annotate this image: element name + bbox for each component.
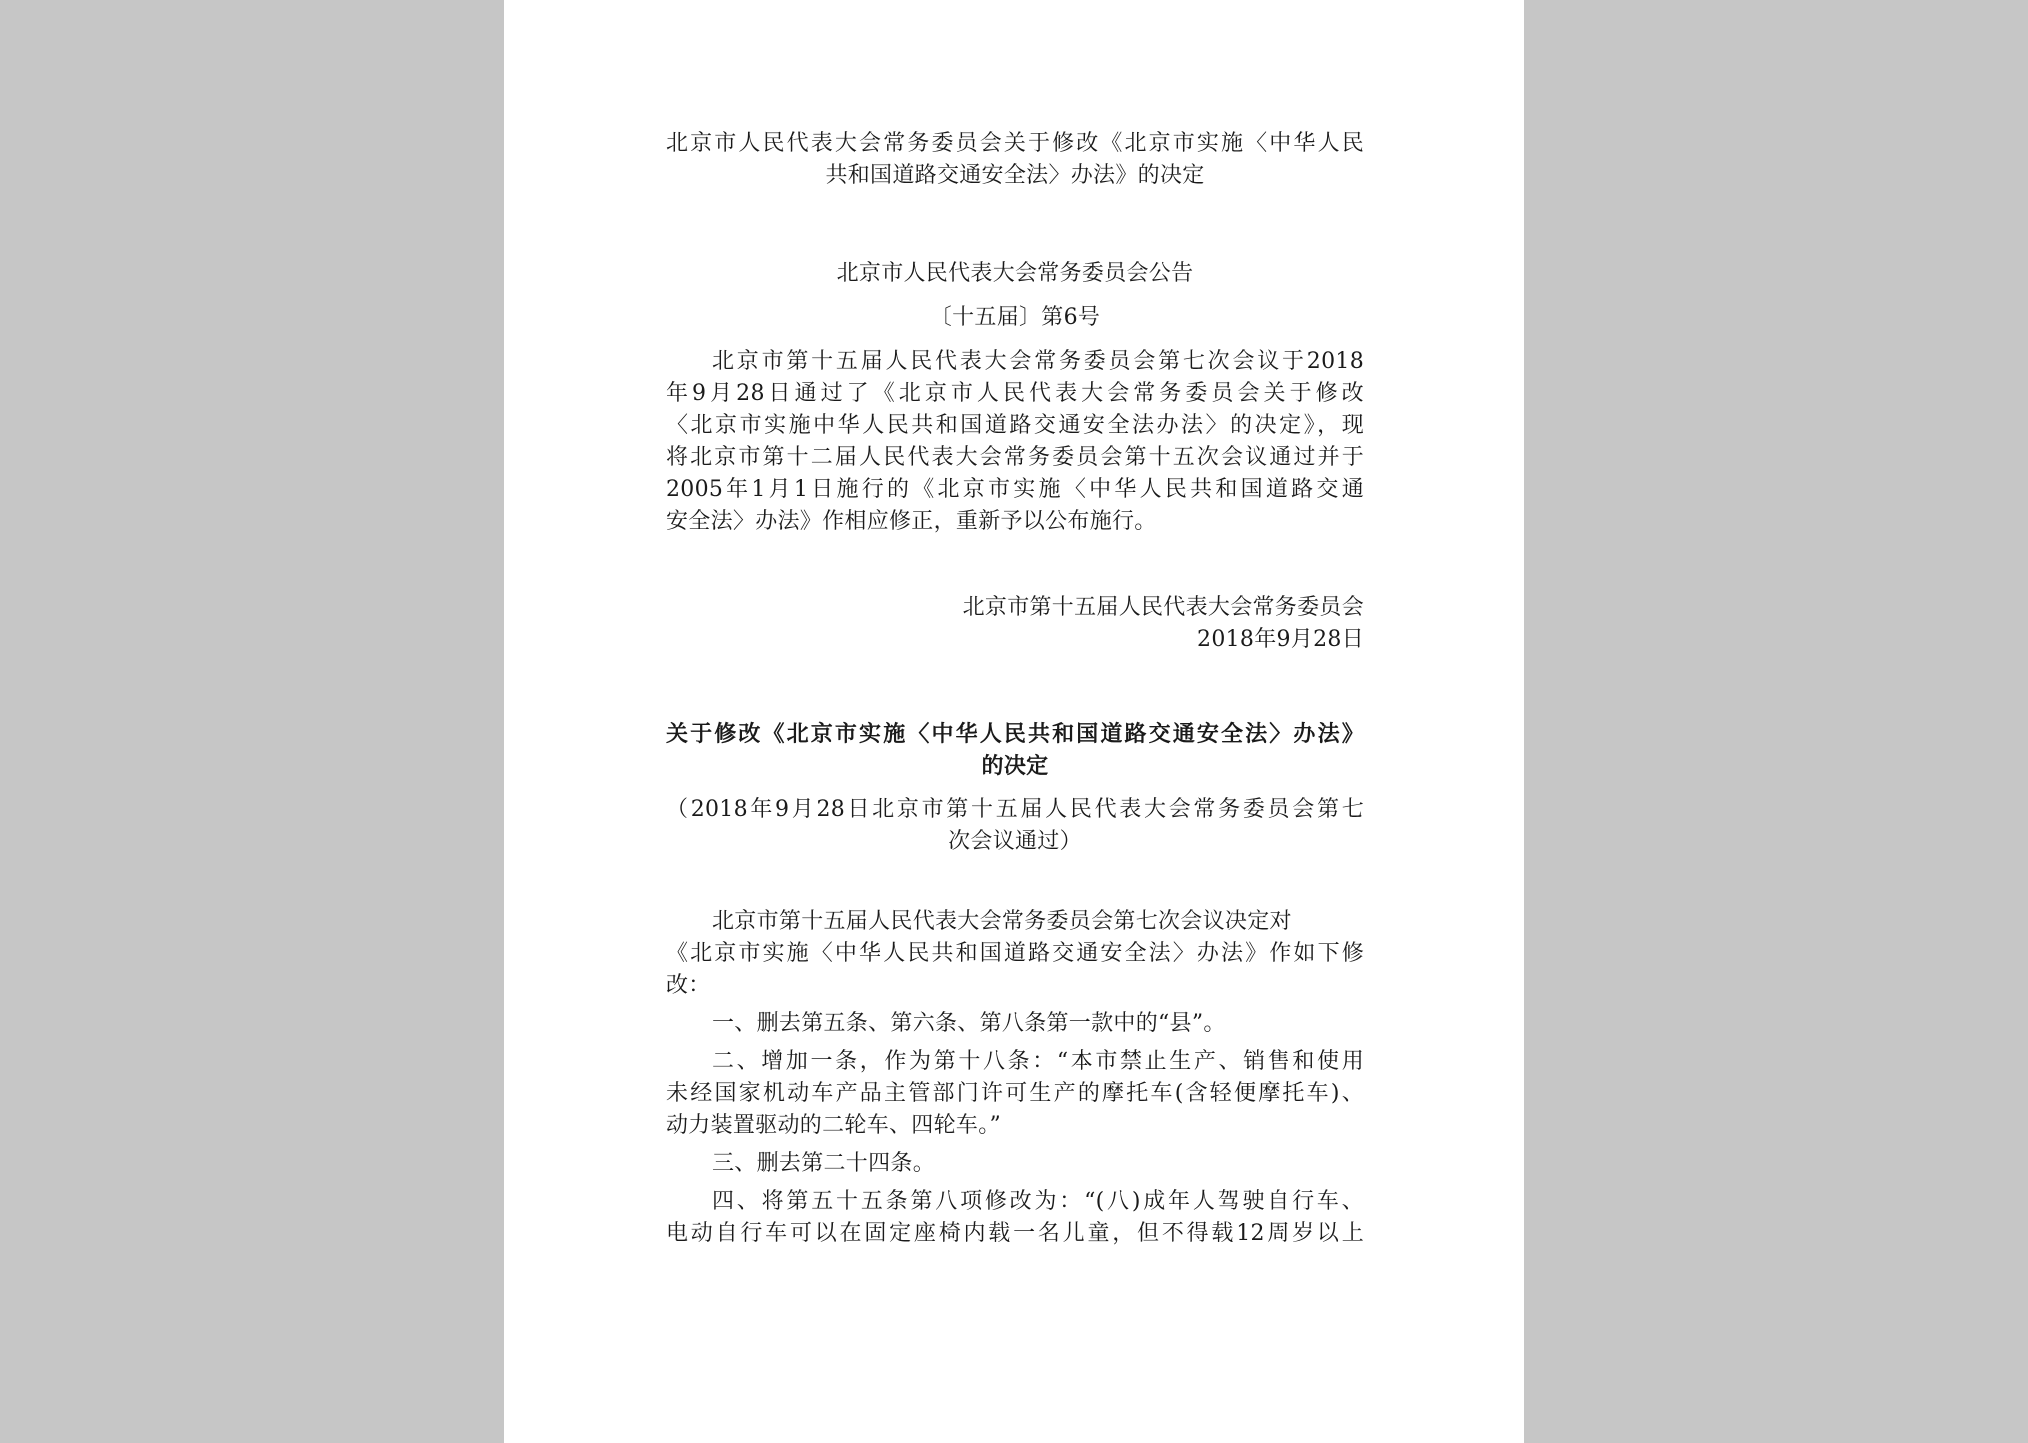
decision-title-line: 关于修改《北京市实施〈中华人民共和国道路交通安全法〉办法》 <box>666 721 1364 747</box>
notice-body <box>666 346 1364 538</box>
decision-title <box>666 718 1364 782</box>
decision-item-4 <box>666 1186 1364 1250</box>
notice-signature: 北京市第十五届人民代表大会常务委员会 <box>962 595 1364 620</box>
decision-intro <box>666 906 1364 1002</box>
notice-body-line: 年9月28日通过了《北京市人民代表大会常务委员会关于修改 <box>666 381 1364 406</box>
notice-body-line: 北京市第十五届人民代表大会常务委员会第七次会议于2018 <box>712 349 1364 374</box>
decision-item-2-line: 动力装置驱动的二轮车、四轮车。” <box>666 1113 1002 1138</box>
notice-body-line: 将北京市第十二届人民代表大会常务委员会第十五次会议通过并于 <box>666 445 1364 470</box>
decision-title-line: 的决定 <box>981 753 1049 779</box>
document-title-line: 北京市人民代表大会常务委员会关于修改《北京市实施〈中华人民 <box>666 131 1364 156</box>
decision-intro-line: 《北京市实施〈中华人民共和国道路交通安全法〉办法》作如下修 <box>666 941 1364 966</box>
notice-heading: 北京市人民代表大会常务委员会公告 <box>836 261 1194 286</box>
decision-item-4-line: 四、将第五十五条第八项修改为：“(八)成年人驾驶自行车、 <box>712 1189 1364 1214</box>
notice-body-line: 安全法〉办法》作相应修正，重新予以公布施行。 <box>666 509 1157 534</box>
decision-item-2 <box>666 1046 1364 1142</box>
decision-intro-line: 改： <box>666 973 711 998</box>
decision-subtitle <box>666 794 1364 858</box>
decision-section <box>666 718 1364 1250</box>
document-page <box>504 0 1524 1443</box>
decision-item-1: 一、删去第五条、第六条、第八条第一款中的“县”。 <box>712 1011 1226 1036</box>
decision-subtitle-line: 次会议通过） <box>948 829 1082 854</box>
document-title <box>666 128 1364 192</box>
decision-item-2-line: 二、增加一条，作为第十八条：“本市禁止生产、销售和使用 <box>712 1049 1364 1074</box>
notice-number: 〔十五届〕第6号 <box>929 305 1101 330</box>
decision-item-3: 三、删去第二十四条。 <box>712 1151 936 1176</box>
decision-item-2-line: 未经国家机动车产品主管部门许可生产的摩托车(含轻便摩托车)、 <box>666 1081 1364 1106</box>
document-title-line: 共和国道路交通安全法〉办法》的决定 <box>825 163 1205 188</box>
notice-body-line: 2005年1月1日施行的《北京市实施〈中华人民共和国道路交通 <box>666 477 1364 502</box>
notice-section <box>666 258 1364 656</box>
notice-body-line: 〈北京市实施中华人民共和国道路交通安全法办法〉的决定》，现 <box>666 413 1364 438</box>
decision-item-4-line: 电动自行车可以在固定座椅内载一名儿童，但不得载12周岁以上 <box>666 1221 1364 1246</box>
document-content <box>666 128 1364 1250</box>
notice-date: 2018年9月28日 <box>1197 627 1364 652</box>
decision-subtitle-line: （2018年9月28日北京市第十五届人民代表大会常务委员会第七 <box>666 797 1364 822</box>
decision-intro-line: 北京市第十五届人民代表大会常务委员会第七次会议决定对 <box>712 909 1292 934</box>
